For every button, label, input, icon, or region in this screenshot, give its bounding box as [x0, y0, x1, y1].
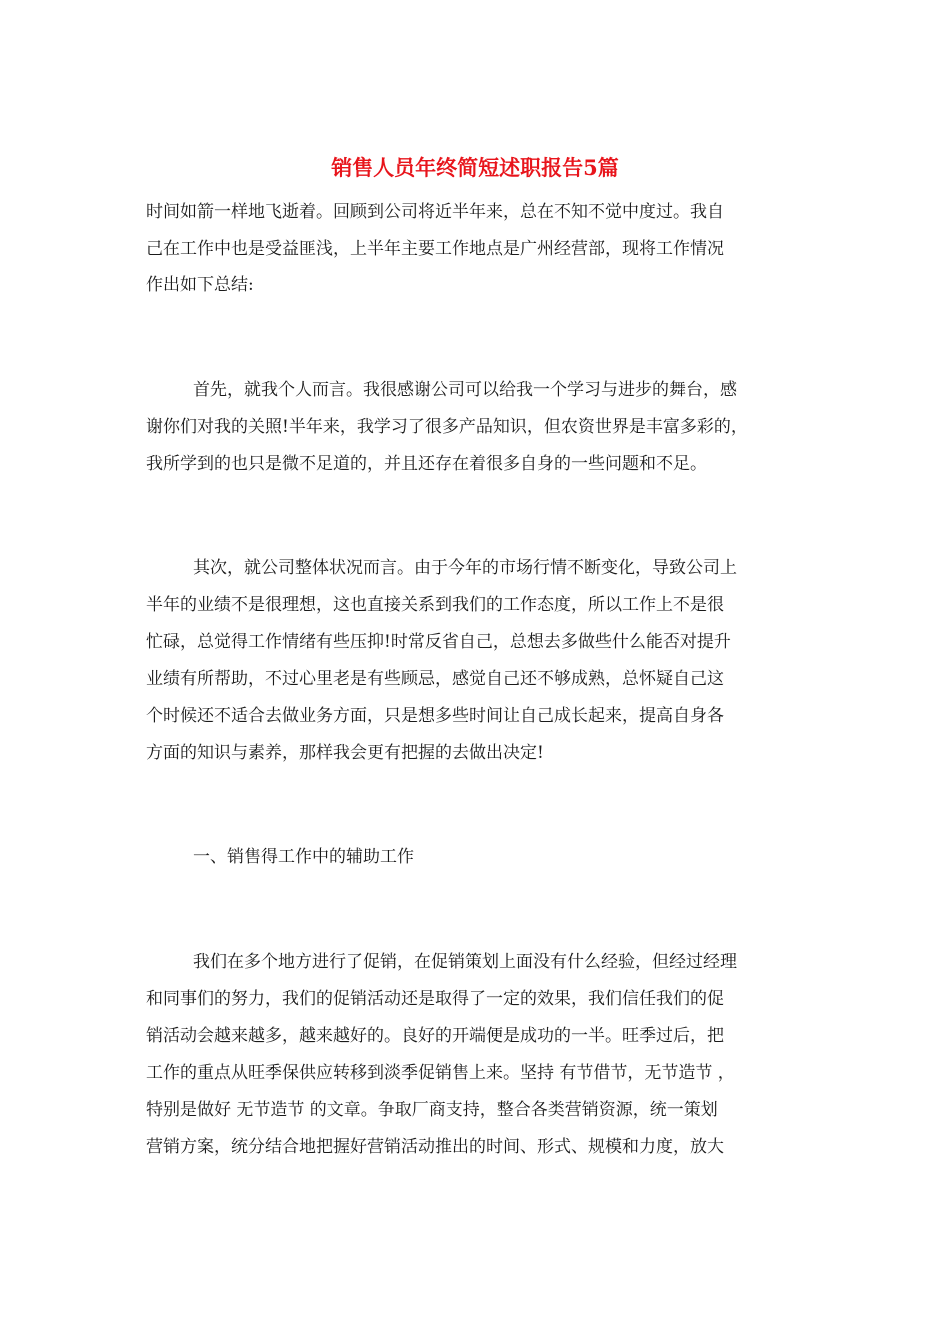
paragraph-line: 销活动会越来越多，越来越好的。良好的开端便是成功的一半。旺季过后，把 [146, 1026, 724, 1046]
paragraph-line: 我们在多个地方进行了促销，在促销策划上面没有什么经验，但经过经理 [193, 952, 737, 972]
paragraph-line: 其次，就公司整体状况而言。由于今年的市场行情不断变化，导致公司上 [193, 558, 737, 578]
paragraph-line: 我所学到的也只是微不足道的，并且还存在着很多自身的一些问题和不足。 [146, 454, 707, 474]
document-title: 销售人员年终简短述职报告5篇 [331, 155, 619, 180]
paragraph-line: 首先，就我个人而言。我很感谢公司可以给我一个学习与进步的舞台，感 [193, 380, 737, 400]
paragraph-line: 特别是做好 无节造节 的文章。争取厂商支持，整合各类营销资源，统一策划 [146, 1100, 718, 1120]
paragraph-line: 业绩有所帮助，不过心里老是有些顾忌，感觉自己还不够成熟，总怀疑自己这 [146, 669, 724, 689]
paragraph-line: 方面的知识与素养，那样我会更有把握的去做出决定! [146, 743, 544, 763]
paragraph-line: 忙碌，总觉得工作情绪有些压抑!时常反省自己，总想去多做些什么能否对提升 [146, 632, 731, 652]
paragraph-line: 和同事们的努力，我们的促销活动还是取得了一定的效果，我们信任我们的促 [146, 989, 724, 1009]
paragraph-line: 个时候还不适合去做业务方面，只是想多些时间让自己成长起来，提高自身各 [146, 706, 724, 726]
intro-line: 己在工作中也是受益匪浅，上半年主要工作地点是广州经营部，现将工作情况 [146, 239, 724, 259]
section-heading: 一、销售得工作中的辅助工作 [193, 847, 414, 867]
paragraph-line: 谢你们对我的关照!半年来，我学习了很多产品知识，但农资世界是丰富多彩的， [146, 417, 748, 437]
intro-line: 作出如下总结: [146, 275, 254, 295]
paragraph-line: 工作的重点从旺季保供应转移到淡季促销售上来。坚持 有节借节，无节造节 ， [146, 1063, 735, 1083]
paragraph-line: 营销方案，统分结合地把握好营销活动推出的时间、形式、规模和力度，放大 [146, 1137, 724, 1157]
paragraph-line: 半年的业绩不是很理想，这也直接关系到我们的工作态度，所以工作上不是很 [146, 595, 724, 615]
intro-line: 时间如箭一样地飞逝着。回顾到公司将近半年来，总在不知不觉中度过。我自 [146, 202, 724, 222]
